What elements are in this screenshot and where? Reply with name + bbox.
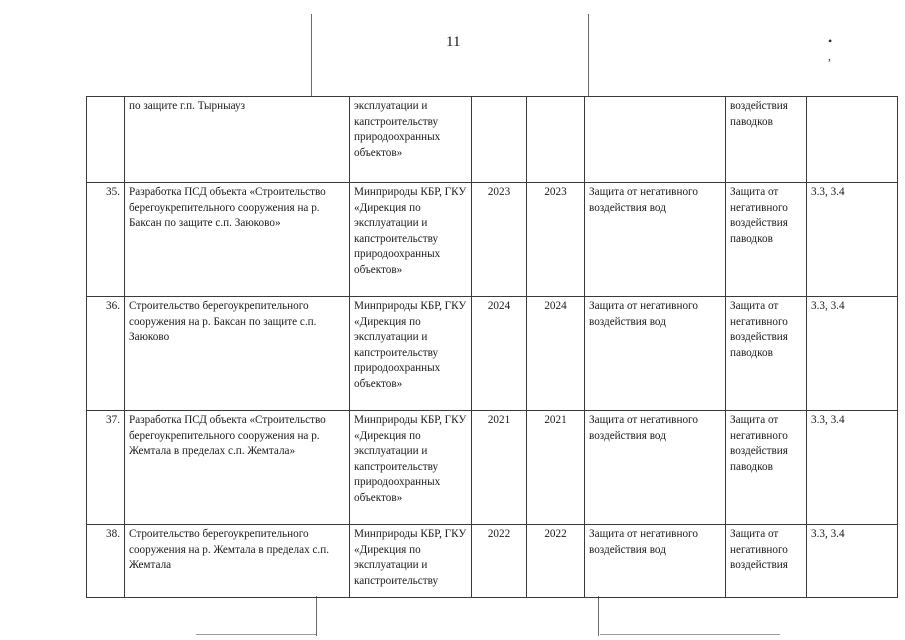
end-year-cell: 2021 [527,411,585,525]
executor-cell: Минприроды КБР, ГКУ «Дирекция по эксплуатации и капстроительству природоохранных объектов» [350,411,472,525]
measure-name-cell: по защите г.п. Тырныауз [125,97,350,183]
start-year-cell: 2023 [472,183,527,297]
reference-cell: 3.3, 3.4 [807,525,898,598]
executor-cell: Минприроды КБР, ГКУ «Дирекция по эксплуатации и капстроительству природоохранных объектов» [350,183,472,297]
scan-artifact-line [598,596,599,636]
expected-result-cell: Защита от негативного воздействия вод [585,183,726,297]
start-year-cell: 2021 [472,411,527,525]
scan-marks: • , [828,34,867,63]
table-row [87,297,898,411]
expected-result-cell: Защита от негативного воздействия вод [585,525,726,598]
row-number-cell: 35. [87,183,125,297]
expected-result-cell: Защита от негативного воздействия вод [585,411,726,525]
executor-cell: Минприроды КБР, ГКУ «Дирекция по эксплуатации и капстроительству природоохранных объектов» [350,297,472,411]
table-row [87,183,898,297]
end-year-cell: 2022 [527,525,585,598]
executor-cell: Минприроды КБР, ГКУ «Дирекция по эксплуатации и капстроительству [350,525,472,598]
table-row [87,525,898,598]
table-row [87,411,898,525]
target-indicator-cell: воздействия паводков [726,97,807,183]
end-year-cell [527,97,585,183]
row-number-cell: 36. [87,297,125,411]
target-indicator-cell: Защита от негативного воздействия паводков [726,411,807,525]
expected-result-cell [585,97,726,183]
target-indicator-cell: Защита от негативного воздействия [726,525,807,598]
start-year-cell [472,97,527,183]
start-year-cell: 2022 [472,525,527,598]
reference-cell: 3.3, 3.4 [807,297,898,411]
end-year-cell: 2024 [527,297,585,411]
reference-cell: 3.3, 3.4 [807,411,898,525]
scan-artifact-line [311,14,312,96]
target-indicator-cell: Защита от негативного воздействия паводков [726,183,807,297]
start-year-cell: 2024 [472,297,527,411]
row-number-cell: 37. [87,411,125,525]
measure-name-cell: Разработка ПСД объекта «Строительство берегоукрепительного сооружения на р. Жемтала в пределах с.п. Жемтала» [125,411,350,525]
row-number-cell: 38. [87,525,125,598]
scan-artifact-line [316,596,317,636]
measure-name-cell: Строительство берегоукрепительного сооружения на р. Жемтала в пределах с.п. Жемтала [125,525,350,598]
expected-result-cell: Защита от негативного воздействия вод [585,297,726,411]
executor-cell: эксплуатации и капстроительству природоохранных объектов» [350,97,472,183]
measures-table [86,96,898,598]
reference-cell [807,97,898,183]
page-number: 11 [446,34,461,50]
measure-name-cell: Строительство берегоукрепительного сооружения на р. Баксан по защите с.п. Заюково [125,297,350,411]
reference-cell: 3.3, 3.4 [807,183,898,297]
scan-artifact-line [600,634,780,635]
end-year-cell: 2023 [527,183,585,297]
target-indicator-cell: Защита от негативного воздействия паводков [726,297,807,411]
table-row [87,97,898,183]
measure-name-cell: Разработка ПСД объекта «Строительство берегоукрепительного сооружения на р. Баксан по защите с.п. Заюково» [125,183,350,297]
scan-artifact-line [196,634,316,635]
scan-artifact-line [588,14,589,96]
row-number-cell [87,97,125,183]
